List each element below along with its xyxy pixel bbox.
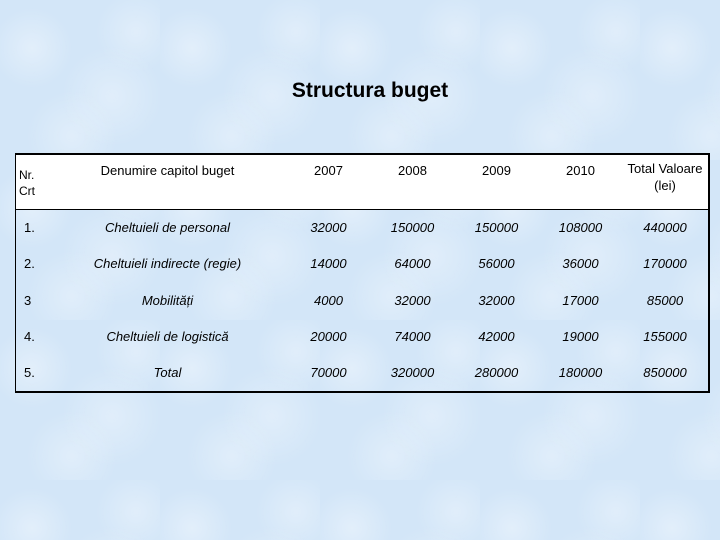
table-row xyxy=(16,319,709,356)
value-total: 155000 xyxy=(623,319,709,356)
row-number: 4. xyxy=(16,319,49,356)
value-2010: 19000 xyxy=(562,329,599,345)
value-2010: 108000 xyxy=(539,209,623,246)
value-2007: 4000 xyxy=(314,292,343,308)
value-2009: 56000 xyxy=(478,256,515,272)
value-2007: 32000 xyxy=(287,209,371,246)
table-row xyxy=(16,282,709,319)
row-number: 2. xyxy=(16,246,49,283)
header-nr-crt: Nr. Crt xyxy=(16,154,49,209)
value-total: 170000 xyxy=(623,246,709,283)
value-2008: 64000 xyxy=(394,256,431,272)
value-2008: 74000 xyxy=(394,329,431,345)
value-total: 440000 xyxy=(623,209,709,246)
value-2010: 180000 xyxy=(539,355,623,392)
chapter-name: Cheltuieli de personal xyxy=(49,209,287,246)
value-2010: 36000 xyxy=(562,256,599,272)
page-title: Structura buget xyxy=(291,79,449,102)
chapter-name: Mobilități xyxy=(141,292,194,308)
value-total: 85000 xyxy=(623,282,709,319)
value-2009: 150000 xyxy=(455,209,539,246)
value-2008: 32000 xyxy=(394,292,431,308)
value-2008: 320000 xyxy=(371,355,455,392)
row-number: 5. xyxy=(16,355,49,392)
value-2008: 150000 xyxy=(371,209,455,246)
value-2009: 32000 xyxy=(478,292,515,308)
value-2009: 42000 xyxy=(478,329,515,345)
row-number: 1. xyxy=(16,209,49,246)
chapter-name: Cheltuieli indirecte (regie) xyxy=(93,256,242,272)
header-2007: 2007 xyxy=(287,154,371,209)
value-total: 850000 xyxy=(623,355,709,392)
table-header-row xyxy=(16,154,709,209)
table-row xyxy=(16,209,709,246)
row-number: 3 xyxy=(16,282,49,319)
header-2008: 2008 xyxy=(371,154,455,209)
chapter-name: Cheltuieli de logistică xyxy=(106,329,229,345)
table-row-total xyxy=(16,355,709,392)
chapter-name: Total xyxy=(49,355,287,392)
header-2009: 2009 xyxy=(455,154,539,209)
header-total-value: Total Valoare (lei) xyxy=(623,154,709,209)
value-2007: 70000 xyxy=(287,355,371,392)
value-2007: 20000 xyxy=(310,329,347,345)
header-chapter-name: Denumire capitol buget xyxy=(49,154,287,209)
header-2010: 2010 xyxy=(539,154,623,209)
table-row xyxy=(16,246,709,283)
value-2009: 280000 xyxy=(455,355,539,392)
value-2007: 14000 xyxy=(310,256,347,272)
budget-table xyxy=(15,153,710,393)
value-2010: 17000 xyxy=(562,292,599,308)
